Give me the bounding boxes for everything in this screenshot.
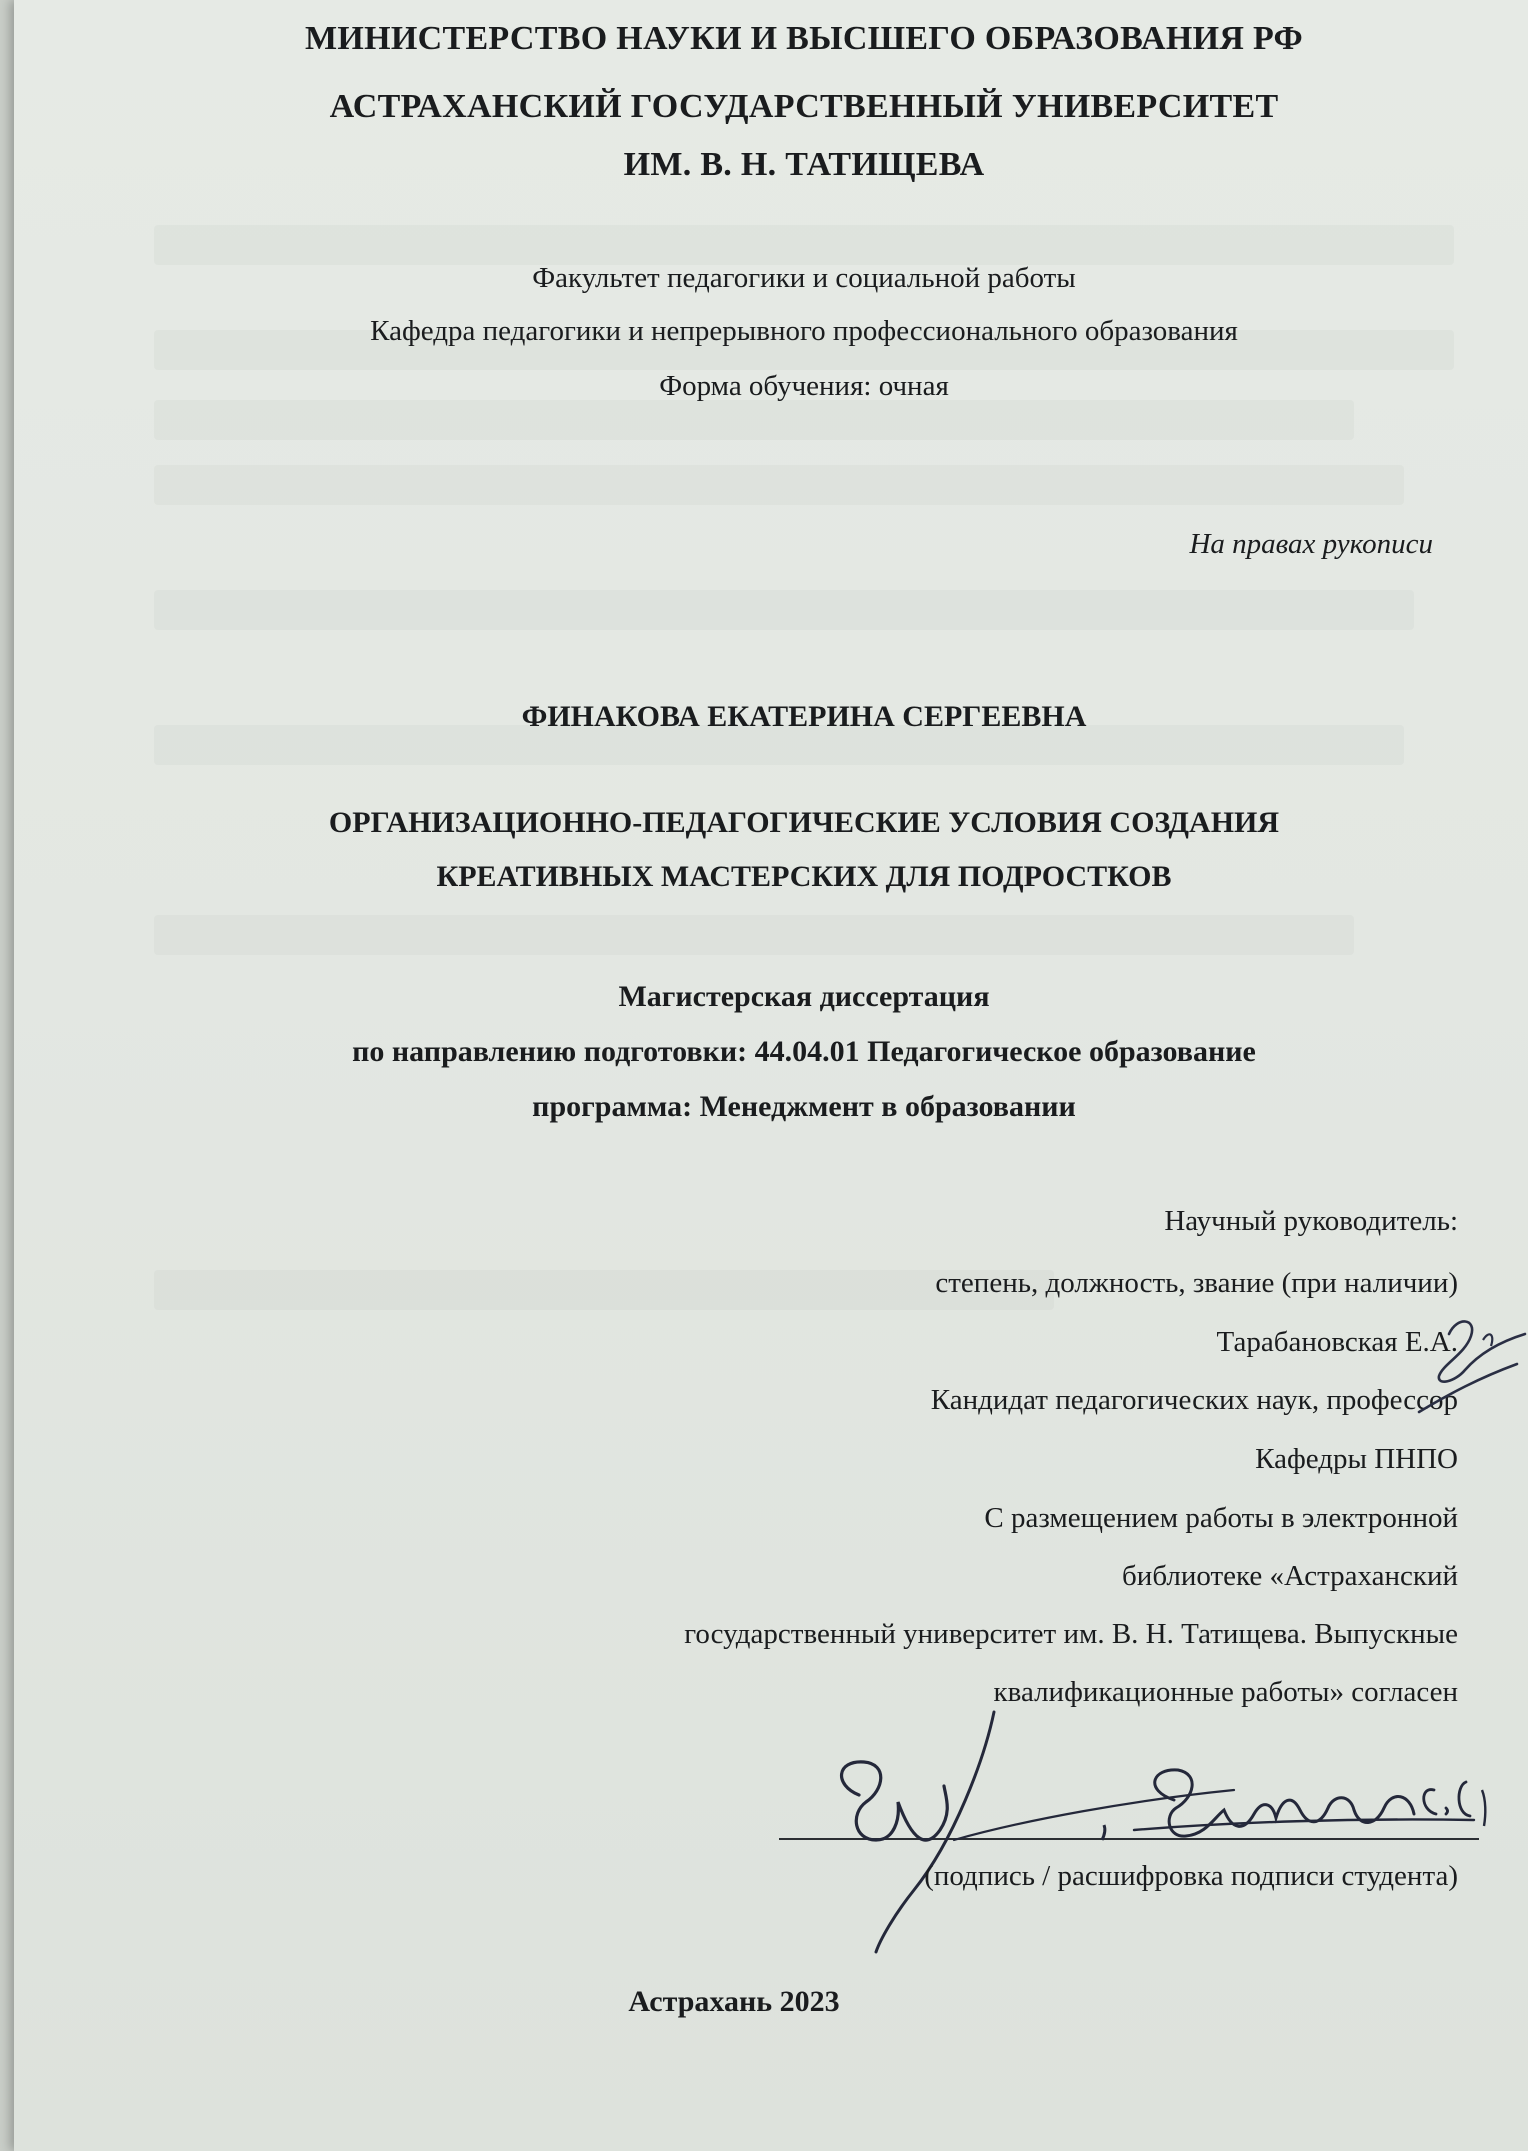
study-form-line: Форма обучения: очная (659, 370, 949, 402)
signature-caption: (подпись / расшифровка подписи студента) (924, 1860, 1458, 1892)
degree-direction: по направлению подготовки: 44.04.01 Педагогическое образование (352, 1035, 1256, 1068)
supervisor-title: Кандидат педагогических наук, профессор (930, 1384, 1458, 1416)
consent-line-3: государственный университет им. В. Н. Татищева. Выпускные (684, 1618, 1458, 1650)
show-through-text (154, 225, 1454, 265)
show-through-text (154, 915, 1354, 955)
supervisor-chair: Кафедры ПНПО (1255, 1443, 1458, 1475)
show-through-text (154, 465, 1404, 505)
supervisor-label: Научный руководитель: (1164, 1205, 1458, 1237)
consent-line-4: квалификационные работы» согласен (993, 1676, 1458, 1708)
ministry-heading: МИНИСТЕРСТВО НАУКИ И ВЫСШЕГО ОБРАЗОВАНИЯ РФ (304, 20, 1304, 57)
show-through-text (154, 1270, 1054, 1310)
show-through-text (154, 590, 1414, 630)
thesis-title-line-1: ОРГАНИЗАЦИОННО-ПЕДАГОГИЧЕСКИЕ УСЛОВИЯ СОЗДАНИЯ (328, 806, 1280, 839)
supervisor-requisites: степень, должность, звание (при наличии) (935, 1267, 1458, 1299)
student-signature-icon (814, 1690, 1528, 1960)
supervisor-signature-icon (1399, 1312, 1528, 1422)
manuscript-note: На правах рукописи (1189, 528, 1433, 560)
degree-type: Магистерская диссертация (618, 980, 990, 1013)
chair-line: Кафедра педагогики и непрерывного профессионального образования (370, 315, 1238, 347)
consent-line-1: С размещением работы в электронной (984, 1502, 1458, 1534)
degree-program: программа: Менеджмент в образовании (532, 1090, 1076, 1123)
document-page (14, 0, 1528, 2151)
city-year-footer: Астрахань 2023 (628, 1985, 840, 2018)
faculty-line: Факультет педагогики и социальной работы (532, 262, 1076, 294)
thesis-title-line-2: КРЕАТИВНЫХ МАСТЕРСКИХ ДЛЯ ПОДРОСТКОВ (436, 860, 1172, 893)
consent-line-2: библиотеке «Астраханский (1122, 1560, 1458, 1592)
author-name: ФИНАКОВА ЕКАТЕРИНА СЕРГЕЕВНА (521, 700, 1087, 733)
show-through-text (154, 400, 1354, 440)
supervisor-name: Тарабановская Е.А. (1216, 1326, 1458, 1358)
university-named-after: ИМ. В. Н. ТАТИЩЕВА (623, 146, 985, 183)
university-heading: АСТРАХАНСКИЙ ГОСУДАРСТВЕННЫЙ УНИВЕРСИТЕТ (329, 88, 1279, 125)
